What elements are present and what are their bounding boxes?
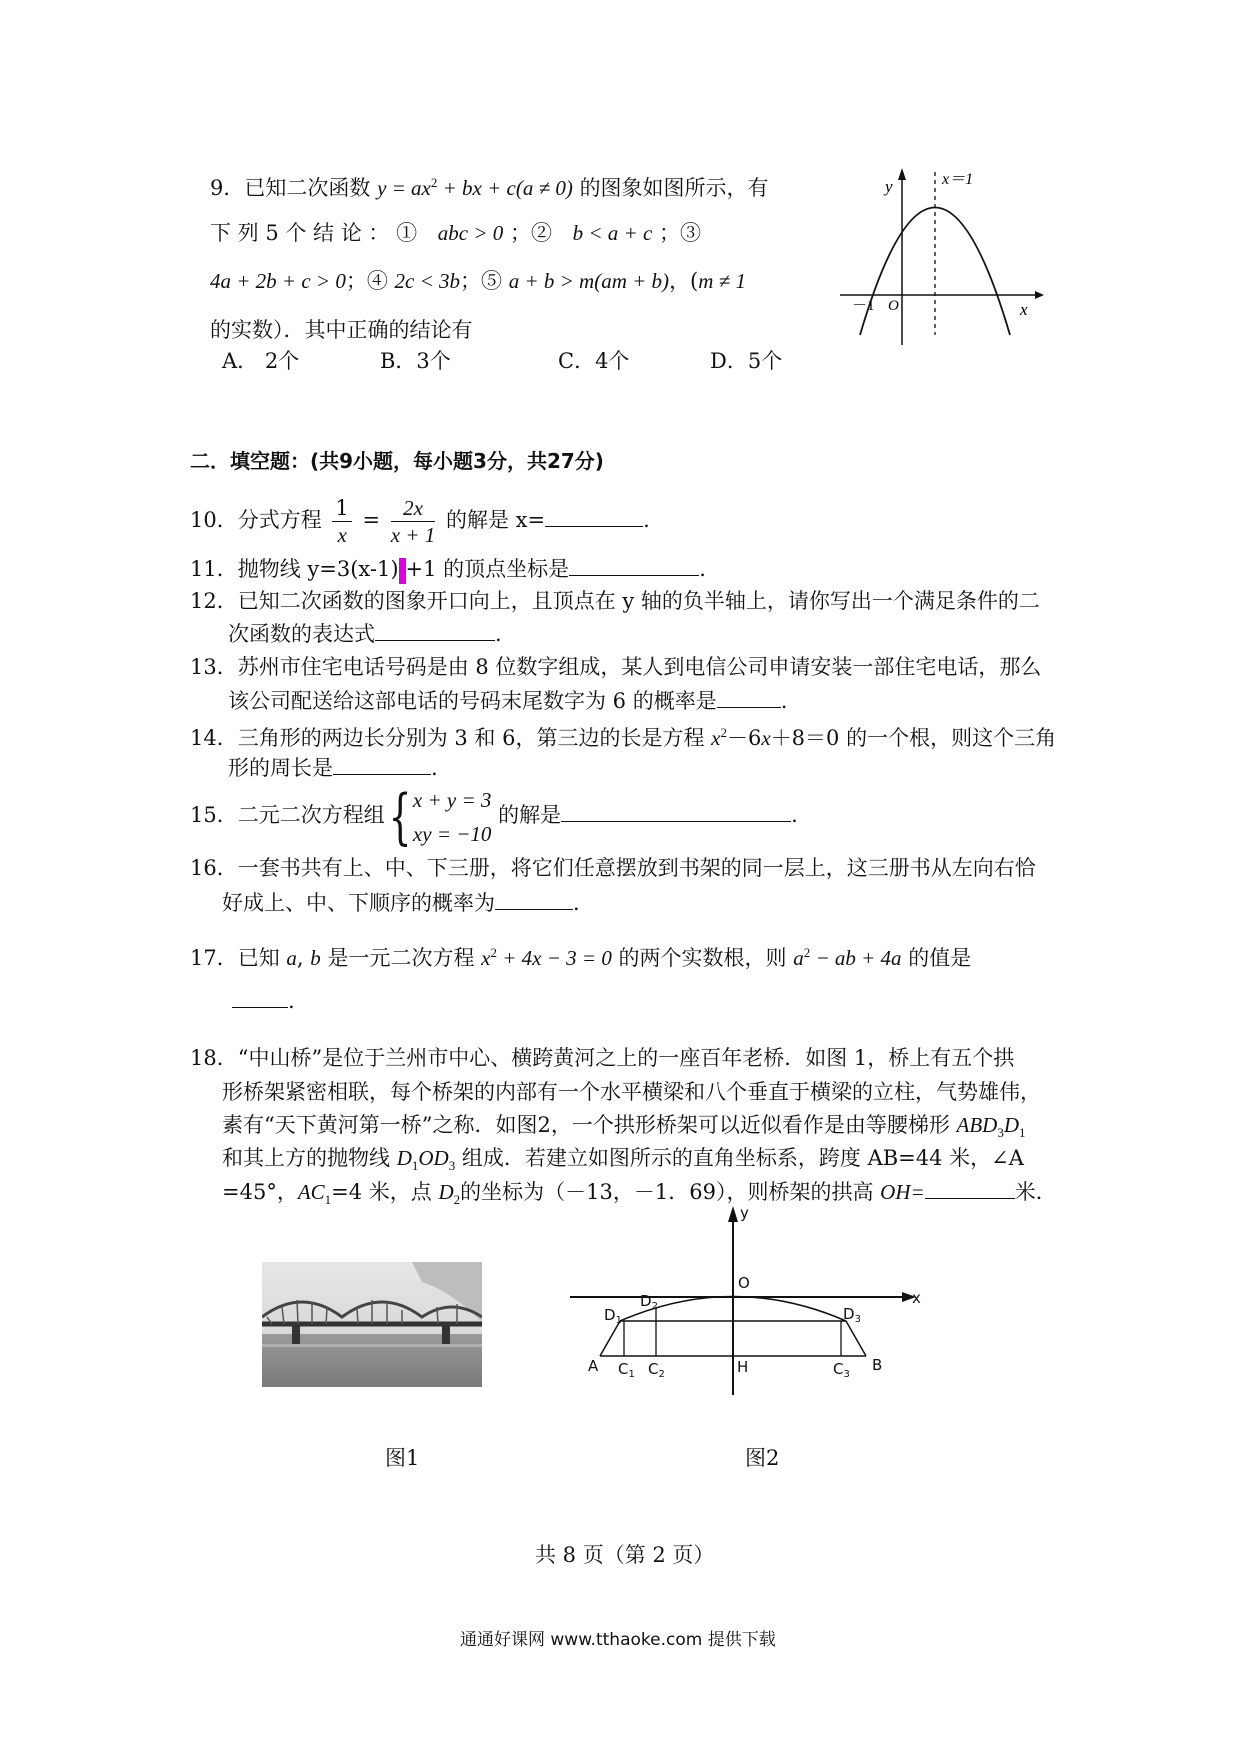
fig2-label-b: B <box>872 1356 883 1374</box>
q16-answer-blank[interactable] <box>495 887 573 910</box>
q9-graph-x-label: x <box>1020 300 1028 319</box>
q18-line4: 和其上方的抛物线 $D_1OD_3$ 组成．若建立如图所示的直角坐标系，跨度 AB=44 米，∠A <box>222 1146 1024 1174</box>
figure-1-bridge-photo <box>262 1262 482 1387</box>
q9-option-d: D．5个 <box>710 349 783 373</box>
q9-option-b: B．3个 <box>380 349 451 373</box>
fig2-label-c2: $C_2$ <box>648 1360 665 1380</box>
q17-line2: . <box>232 985 295 1016</box>
q13-line2: 该公司配送给这部电话的号码末尾数字为 6 的概率是 . <box>228 685 787 716</box>
highlight-mark <box>399 558 406 584</box>
q11-answer-blank[interactable] <box>569 553 699 576</box>
q18-line1: 18．“中山桥”是位于兰州市中心、横跨黄河之上的一座百年老桥．如图 1，桥上有五个拱 <box>190 1046 1015 1070</box>
q18-line3: 素有“天下黄河第一桥”之称．如图2，一个拱形桥架可以近似看作是由等腰梯形 $ABD_3D_1$ <box>222 1113 1026 1141</box>
q9-option-c: C．4个 <box>558 349 630 373</box>
fig2-label-c1: $C_1$ <box>618 1360 635 1380</box>
q9-graph-origin: O <box>888 298 899 314</box>
q10: 10．分式方程 $\frac{1}{x}$ = $\frac{2x}{x + 1}$ 的解是 x= . <box>190 496 650 547</box>
q13-answer-blank[interactable] <box>717 685 781 708</box>
q16-line2: 好成上、中、下顺序的概率为 . <box>222 887 580 918</box>
q10-answer-blank[interactable] <box>545 504 643 527</box>
q12-line2: 次函数的表达式 . <box>228 618 502 649</box>
q14-line1: 14．三角形的两边长分别为 3 和 6，第三边的长是方程 $x^2-6x+8=0$ 的一个根，则这个三角 <box>190 725 1057 750</box>
q18-line5: =45°，$AC_1=4$ 米，点 $D_2$的坐标为（－13，－1．69），则桥架的拱高 OH= 米. <box>222 1176 1042 1215</box>
q9-line3: 4a + 2b + c > 0；④ 2c < 3b；⑤ a + b > m(am + b)，(m ≠ 1 <box>210 269 746 293</box>
q14-answer-blank[interactable] <box>333 752 431 775</box>
q17-answer-blank[interactable] <box>232 985 288 1008</box>
fig2-label-d3: $D_3$ <box>843 1305 861 1325</box>
q9-line2: 下 列 5 个 结 论 ： ① abc > 0 ；② b < a + c ；③ <box>210 221 701 245</box>
q9-function: $y = ax^2$ + bx + c(a ≠ 0) <box>377 175 573 200</box>
fig2-label-h: H <box>737 1358 749 1376</box>
footer-site: 通通好课网 www.tthaoke.com 提供下载 <box>460 1630 776 1650</box>
fig2-x-label: x <box>912 1289 921 1307</box>
q9-graph-y-label: y <box>885 177 893 196</box>
fig2-y-label: y <box>740 1204 749 1222</box>
q9-parabola-graph <box>830 160 1050 350</box>
fig2-label-d1: $D_1$ <box>604 1306 622 1326</box>
q16-line1: 16．一套书共有上、中、下三册，将它们任意摆放到书架的同一层上，这三册书从左向右恰 <box>190 856 1036 880</box>
q13-line1: 13．苏州市住宅电话号码是由 8 位数字组成，某人到电信公司申请安装一部住宅电话，那么 <box>190 655 1042 679</box>
figure-2-caption: 图2 <box>745 1446 780 1470</box>
q9-line4: 的实数）．其中正确的结论有 <box>210 318 473 342</box>
q17-line1: 17．已知 a, b 是一元二次方程 $x^2 + 4x - 3 = 0$ 的两个实数根，则 $a^2$ − ab + 4a 的值是 <box>190 945 972 970</box>
q14-line2: 形的周长是 . <box>228 752 438 783</box>
fig2-origin-label: O <box>738 1274 750 1292</box>
q15-answer-blank[interactable] <box>561 799 791 822</box>
q12-line1: 12．已知二次函数的图象开口向上，且顶点在 y 轴的负半轴上，请你写出一个满足条件的二 <box>190 589 1040 613</box>
q9-graph-axis-label: x＝1 <box>942 171 974 188</box>
q9-line1: 9．已知二次函数 $y = ax^2$ + bx + c(a ≠ 0) 的图象如图所示，有 <box>210 175 769 200</box>
q18-answer-blank[interactable] <box>925 1176 1015 1199</box>
q15: 15．二元二次方程组{x + y = 3 xy = −10 的解是 . <box>190 781 798 852</box>
q9-graph-neg1: －1 <box>852 298 875 314</box>
figure-1-caption: 图1 <box>385 1446 420 1470</box>
q11: 11．抛物线 y=3(x-1) +1 的顶点坐标是 . <box>190 553 706 584</box>
system-brace: { <box>388 781 412 852</box>
fig2-label-d2: $D_2$ <box>640 1292 658 1312</box>
q12-answer-blank[interactable] <box>375 618 495 641</box>
fig2-label-a: A <box>588 1357 599 1375</box>
figure-2-arch-diagram <box>560 1200 930 1400</box>
q18-line2: 形桥架紧密相联，每个桥架的内部有一个水平横梁和八个垂直于横梁的立柱，气势雄伟， <box>222 1080 1041 1104</box>
fig2-label-c3: $C_3$ <box>833 1360 850 1380</box>
q9-option-a: A． 2个 <box>222 349 300 373</box>
section-title: 二．填空题：(共9小题，每小题3分，共27分) <box>190 449 604 473</box>
page-number: 共 8 页（第 2 页） <box>535 1543 715 1567</box>
